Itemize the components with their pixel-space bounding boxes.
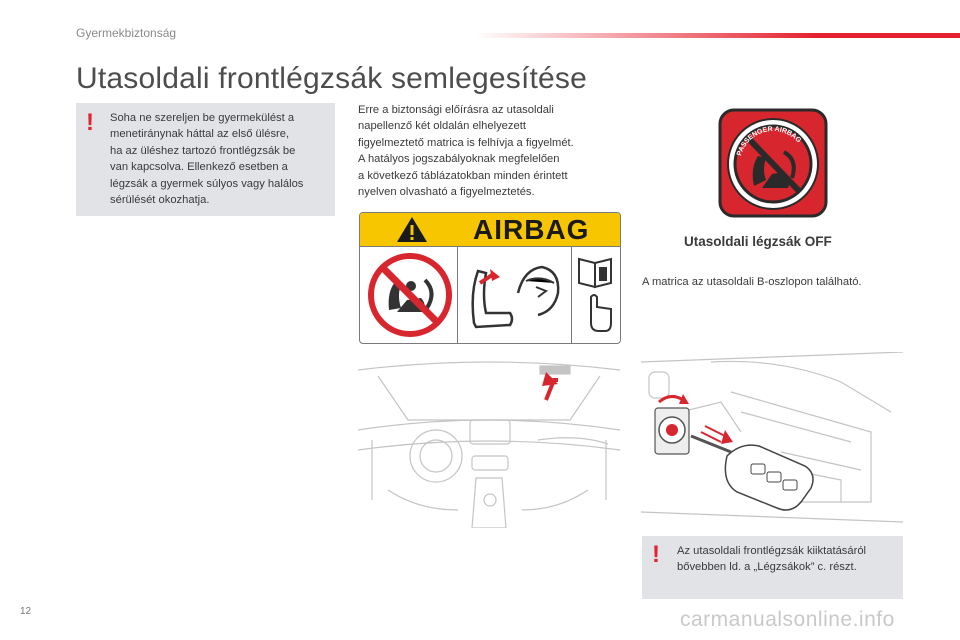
passenger-airbag-badge bbox=[718, 108, 828, 218]
dashboard-illustration bbox=[358, 360, 620, 528]
intro-line: a következő táblázatokban minden érintett bbox=[358, 169, 568, 182]
airbag-label-header bbox=[360, 213, 620, 247]
subheading: Utasoldali légzsák OFF bbox=[684, 234, 832, 249]
warning-line: Az utasoldali frontlégzsák kiiktatásáról bbox=[677, 545, 867, 557]
seat-airbag-icon bbox=[462, 253, 567, 337]
location-note: A matrica az utasoldali B-oszlopon található. bbox=[642, 276, 862, 288]
manual-book-icon bbox=[575, 253, 617, 337]
exclamation-icon: ! bbox=[652, 541, 660, 568]
glovebox-key-illustration bbox=[641, 352, 903, 528]
intro-text bbox=[358, 102, 618, 200]
section-label: Gyermekbiztonság bbox=[76, 26, 177, 40]
intro-line: nyelven olvasható a figyelmeztetés. bbox=[358, 186, 535, 199]
panel-divider bbox=[571, 247, 572, 343]
intro-line: Erre a biztonsági előírásra az utasoldali bbox=[358, 104, 554, 116]
no-rear-facing-seat-icon bbox=[367, 252, 453, 338]
warning-box-right bbox=[642, 536, 903, 599]
warning-line: Soha ne szereljen be gyermekülést a bbox=[110, 112, 295, 124]
warning-triangle-icon bbox=[396, 216, 428, 243]
airbag-word: AIRBAG bbox=[473, 214, 590, 245]
exclamation-icon: ! bbox=[86, 109, 94, 136]
warning-line: sérülését okozhatja. bbox=[110, 194, 210, 207]
warning-line: menetiránynak háttal az első ülésre, bbox=[110, 128, 290, 141]
badge-text: PASSENGER AIRBAG bbox=[736, 125, 803, 157]
warning-line: van kapcsolva. Ellenkező esetben a bbox=[110, 161, 288, 174]
watermark: carmanualsonline.info bbox=[680, 608, 895, 631]
warning-line: bővebben ld. a „Légzsákok” c. részt. bbox=[677, 561, 857, 574]
intro-line: figyelmeztető matrica is felhívja a figyelmét. bbox=[358, 136, 574, 149]
page-title: Utasoldali frontlégzsák semlegesítése bbox=[76, 62, 587, 95]
page-number: 12 bbox=[20, 606, 32, 617]
intro-line: napellenző két oldalán elhelyezett bbox=[358, 120, 526, 133]
warning-box-left bbox=[76, 103, 335, 216]
intro-line: A hatályos jogszabályoknak megfelelően bbox=[358, 153, 560, 166]
airbag-warning-label bbox=[359, 212, 621, 344]
warning-line: ha az üléshez tartozó frontlégzsák be bbox=[110, 144, 296, 157]
header-rule bbox=[475, 33, 960, 38]
warning-line: légzsák a gyermek súlyos vagy halálos bbox=[110, 177, 304, 190]
panel-divider bbox=[457, 247, 458, 343]
